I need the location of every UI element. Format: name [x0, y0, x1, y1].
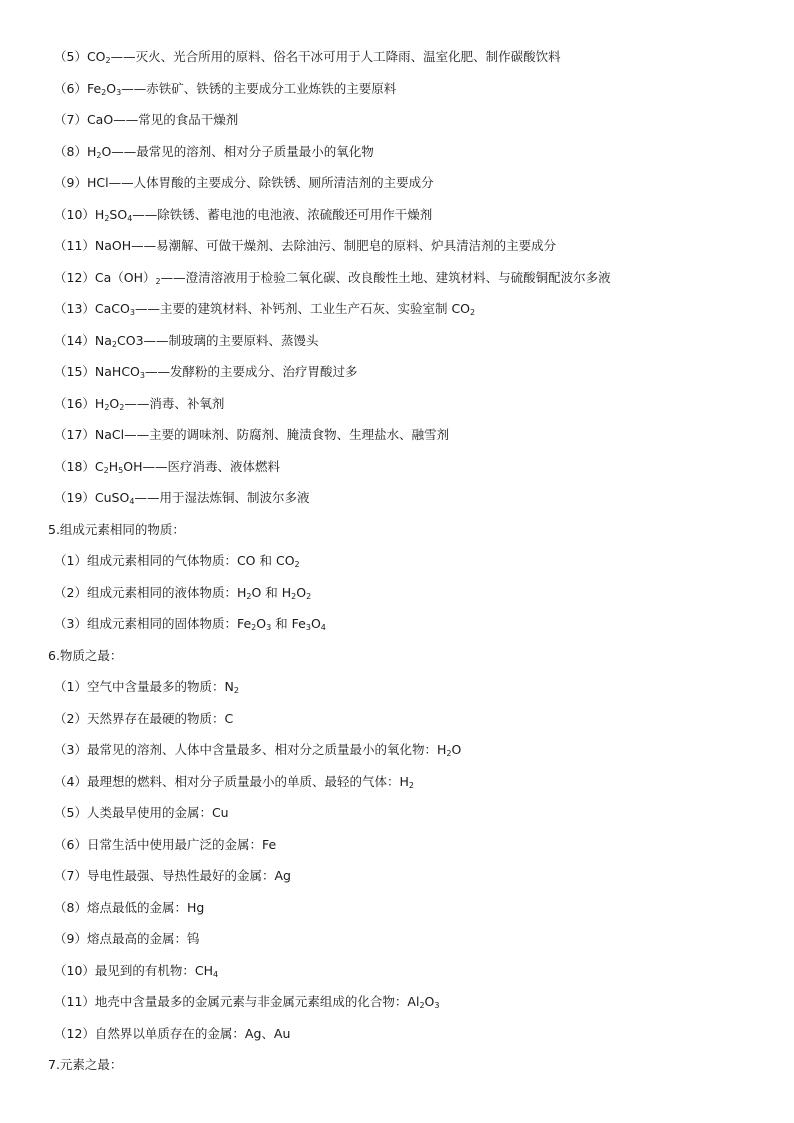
formula: CaO	[86, 112, 114, 127]
formula: HCl	[86, 175, 109, 190]
formula: $CO_2$	[86, 49, 111, 65]
list-item: $(5)CO_2——$灭火、光合所用的原料、俗名干冰可用于人工降雨、温室化肥、制作碳酸饮料	[54, 49, 561, 65]
list-item: $(10)H_2SO_4——$除铁锈、蓄电池的电池液、浓硫酸还可用作干燥剂	[54, 207, 433, 223]
formula: $Fe_2O_3$	[86, 81, 122, 97]
list-item: （15）NaHCO$_3$——发酵粉的主要成分、治疗胃酸过多	[54, 364, 358, 380]
list-item: （9）HCl——人体胃酸的主要成分、除铁锈、厕所清洁剂的主要成分	[54, 175, 434, 190]
list-item: $(12)Ca(OH)_2——$澄清溶液用于检验二氧化碳、改良酸性土地、建筑材料、与硫酸铜配波尔多液	[54, 270, 611, 286]
formula: $H_2O_2$	[94, 396, 125, 412]
section-heading: 7.元素之最：	[48, 1057, 123, 1072]
section-heading: 6.物质之最：	[48, 648, 123, 663]
list-item: （9）熔点最高的金属：钨	[54, 931, 200, 946]
section-heading: 5.组成元素相同的物质：	[48, 522, 185, 537]
list-item: （7）导电性最强、导热性最好的金属：Ag	[54, 868, 291, 883]
list-item: $(8)H_2O——$最常见的溶剂、相对分子质量最小的氧化物	[54, 144, 374, 160]
list-item: （5）人类最早使用的金属：Cu	[54, 805, 229, 820]
formula: $H_2SO_4$	[94, 207, 133, 223]
list-item: （8）熔点最低的金属：Hg	[54, 900, 205, 915]
formula: NaOH	[94, 238, 132, 253]
list-item: （11）NaOH——易潮解、可做干燥剂、去除油污、制肥皂的原料、炉具清洁剂的主要成分	[54, 238, 557, 253]
formula: $C_2H_5OH$	[94, 459, 143, 475]
list-item: （3）组成元素相同的固体物质：$Fe_2O_3$ 和 $Fe_3O_4$	[54, 616, 326, 632]
list-item: $(14)Na_2CO3——$制玻璃的主要原料、蒸馒头	[54, 333, 319, 349]
list-item: （1）空气中含量最多的物质：$N_2$	[54, 679, 239, 695]
formula: $H_2O$	[86, 144, 112, 160]
list-item: $(16)H_2O_2——$消毒、补氧剂	[54, 396, 225, 412]
list-item: $(18)C_2H_5OH——$医疗消毒、液体燃料	[54, 459, 280, 475]
list-item: （2）组成元素相同的液体物质：$H_2O$ 和 $H_2O_2$	[54, 585, 312, 601]
formula: CaCO$_3$	[94, 301, 135, 317]
list-item: （1）组成元素相同的气体物质：CO 和 $CO_2$	[54, 553, 300, 569]
list-item: （3）最常见的溶剂、人体中含量最多、相对分之质量最小的氧化物：$H_2O$	[54, 742, 462, 758]
list-item: （7）CaO——常见的食品干燥剂	[54, 112, 239, 127]
formula: CuSO$_4$	[94, 490, 135, 506]
list-item: （6）日常生活中使用最广泛的金属：Fe	[54, 837, 277, 852]
formula: $Na_2CO3$	[94, 333, 144, 349]
list-item: （4）最理想的燃料、相对分子质量最小的单质、最轻的气体：$H_2$	[54, 774, 414, 790]
list-item: （19）CuSO$_4$——用于湿法炼铜、制波尔多液	[54, 490, 310, 506]
formula: NaCl	[94, 427, 125, 442]
formula: NaHCO$_3$	[94, 364, 145, 380]
formula: $Ca(OH)_2$	[94, 270, 161, 286]
list-item: （13）CaCO$_3$——主要的建筑材料、补钙剂、工业生产石灰、实验室制 $CO_2$	[54, 301, 476, 317]
list-item: （12）自然界以单质存在的金属：Ag、Au	[54, 1026, 291, 1041]
list-item: $(6)Fe_2O_3——$赤铁矿、铁锈的主要成分工业炼铁的主要原料	[54, 81, 397, 97]
list-item: （11）地壳中含量最多的金属元素与非金属元素组成的化合物：$Al_2O_3$	[54, 994, 440, 1010]
list-item: （17）NaCl——主要的调味剂、防腐剂、腌渍食物、生理盐水、融雪剂	[54, 427, 450, 442]
list-item: （2）天然界存在最硬的物质：C	[54, 711, 234, 726]
list-item: （10）最见到的有机物：$CH_4$	[54, 963, 219, 979]
